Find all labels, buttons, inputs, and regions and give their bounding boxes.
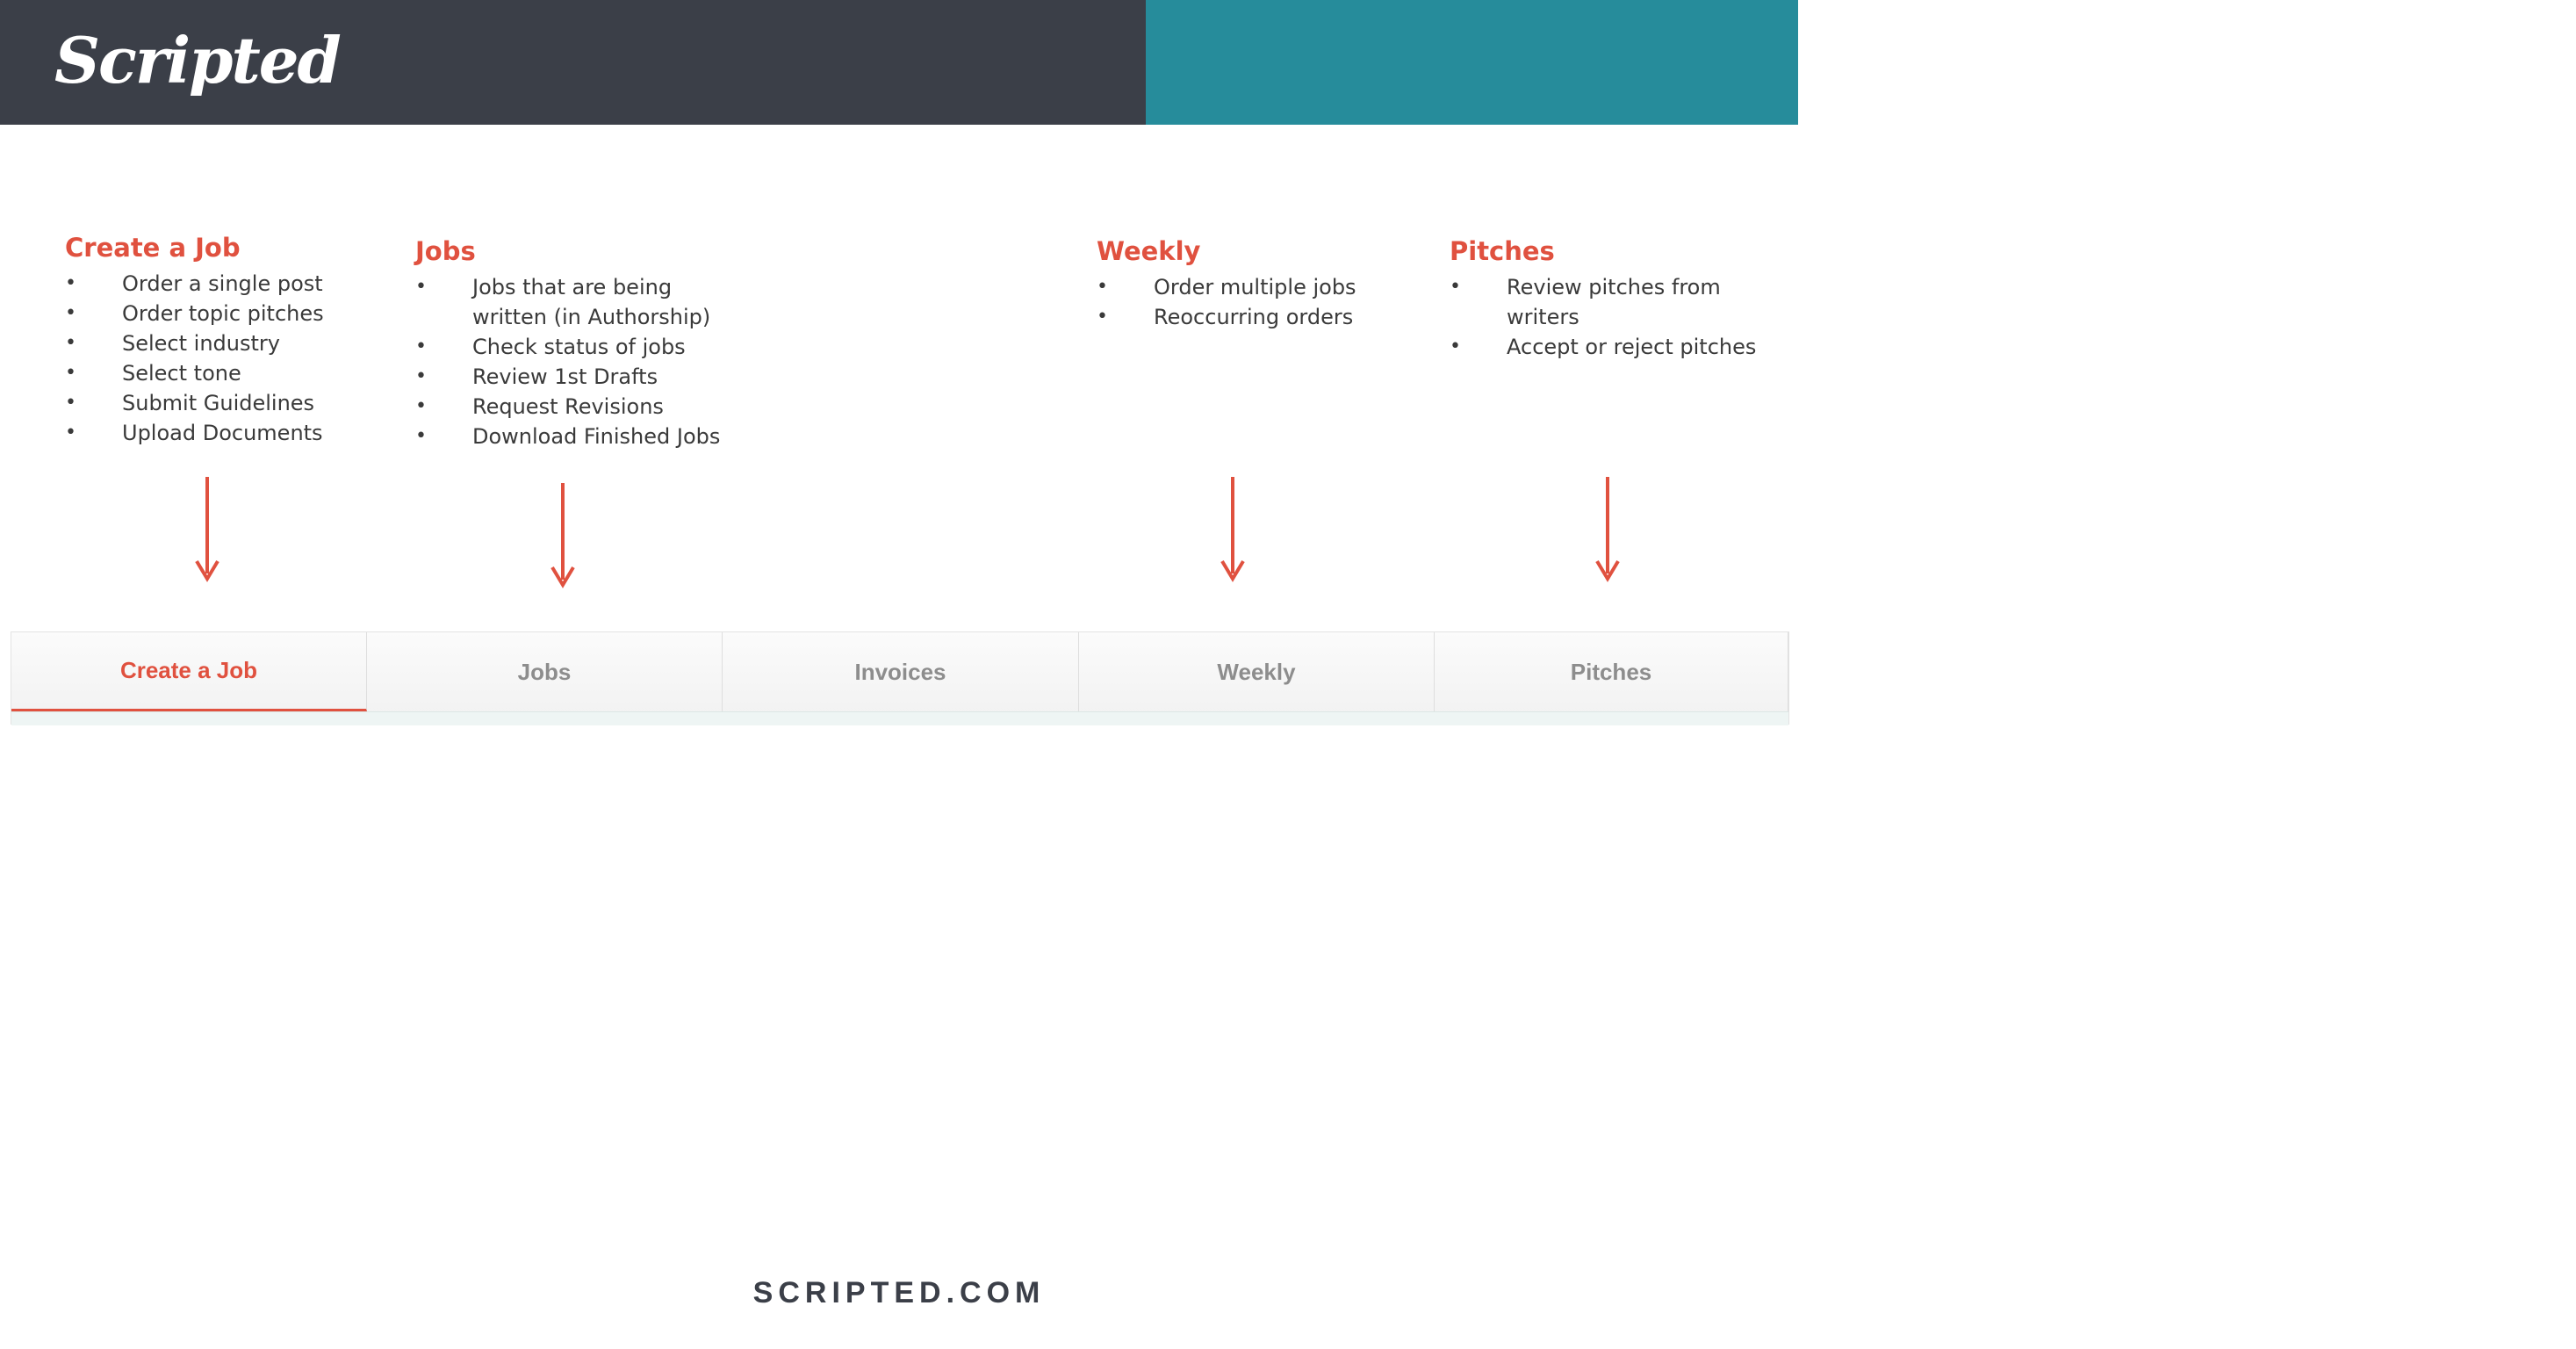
tab-weekly[interactable]: Weekly [1079, 632, 1435, 711]
column-title: Weekly [1097, 236, 1201, 266]
bullet-icon: • [415, 395, 427, 417]
bullet-icon: • [1450, 276, 1461, 298]
column-title: Create a Job [65, 233, 241, 263]
header-brand-area [0, 0, 1146, 125]
list-item: • Select tone [65, 358, 324, 388]
bullet-icon: • [1097, 306, 1108, 328]
list-item: • Reoccurring orders [1097, 302, 1356, 332]
down-arrow-icon [550, 483, 576, 588]
page-title: DASHBOARD TABS [2336, 46, 2576, 119]
list-item: • Submit Guidelines [65, 388, 324, 418]
bullet-icon: • [65, 362, 76, 384]
tab-jobs[interactable]: Jobs [367, 632, 723, 711]
tab-create-a-job[interactable]: Create a Job [11, 632, 367, 711]
bullet-icon: • [415, 425, 427, 447]
bullet-icon: • [65, 422, 76, 444]
bullet-icon: • [415, 365, 427, 387]
column-title: Pitches [1450, 236, 1555, 266]
bullet-icon: • [1097, 276, 1108, 298]
bullet-list [415, 272, 720, 451]
list-item: • Order a single post [65, 269, 324, 299]
list-item: • Download Finished Jobs [415, 422, 720, 451]
bullet-icon: • [65, 302, 76, 324]
list-item: • Accept or reject pitches [1450, 332, 1756, 362]
column-title: Jobs [415, 236, 476, 266]
list-item: • Upload Documents [65, 418, 324, 448]
list-item: • Review 1st Drafts [415, 362, 720, 392]
bullet-icon: • [65, 332, 76, 354]
header-title-area [1146, 0, 2576, 125]
list-item: • Jobs that are being [415, 272, 720, 302]
header [0, 0, 2576, 125]
weekly-description [1097, 234, 1356, 332]
scripted-logo[interactable]: Scripted [54, 23, 340, 97]
jobs-description [415, 234, 720, 451]
bullet-list [1097, 272, 1356, 332]
bullet-list [1450, 272, 1756, 362]
bullet-icon: • [65, 392, 76, 414]
list-item: • Check status of jobs [415, 332, 720, 362]
footer-website: SCRIPTED.COM [752, 1276, 1046, 1309]
tab-invoices[interactable]: Invoices [723, 632, 1079, 711]
list-item-continuation: written (in Authorship) [472, 305, 711, 329]
down-arrow-icon [1220, 477, 1246, 582]
down-arrow-icon [1594, 477, 1621, 582]
list-item: • Order multiple jobs [1097, 272, 1356, 302]
list-item: • Order topic pitches [65, 299, 324, 328]
bullet-icon: • [415, 276, 427, 298]
bullet-list [65, 269, 324, 448]
tab-pitches[interactable]: Pitches [1435, 632, 1788, 711]
bullet-icon: • [1450, 335, 1461, 357]
create-a-job-description [65, 230, 324, 448]
pitches-description [1450, 234, 1756, 362]
tab-content-strip [11, 711, 1788, 725]
list-item-continuation: writers [1507, 305, 1579, 329]
list-item: • Review pitches from [1450, 272, 1756, 302]
list-item: • Select industry [65, 328, 324, 358]
bullet-icon: • [65, 272, 76, 294]
list-item: • Request Revisions [415, 392, 720, 422]
down-arrow-icon [194, 477, 220, 582]
bullet-icon: • [415, 335, 427, 357]
dashboard-tab-bar [11, 631, 1789, 725]
